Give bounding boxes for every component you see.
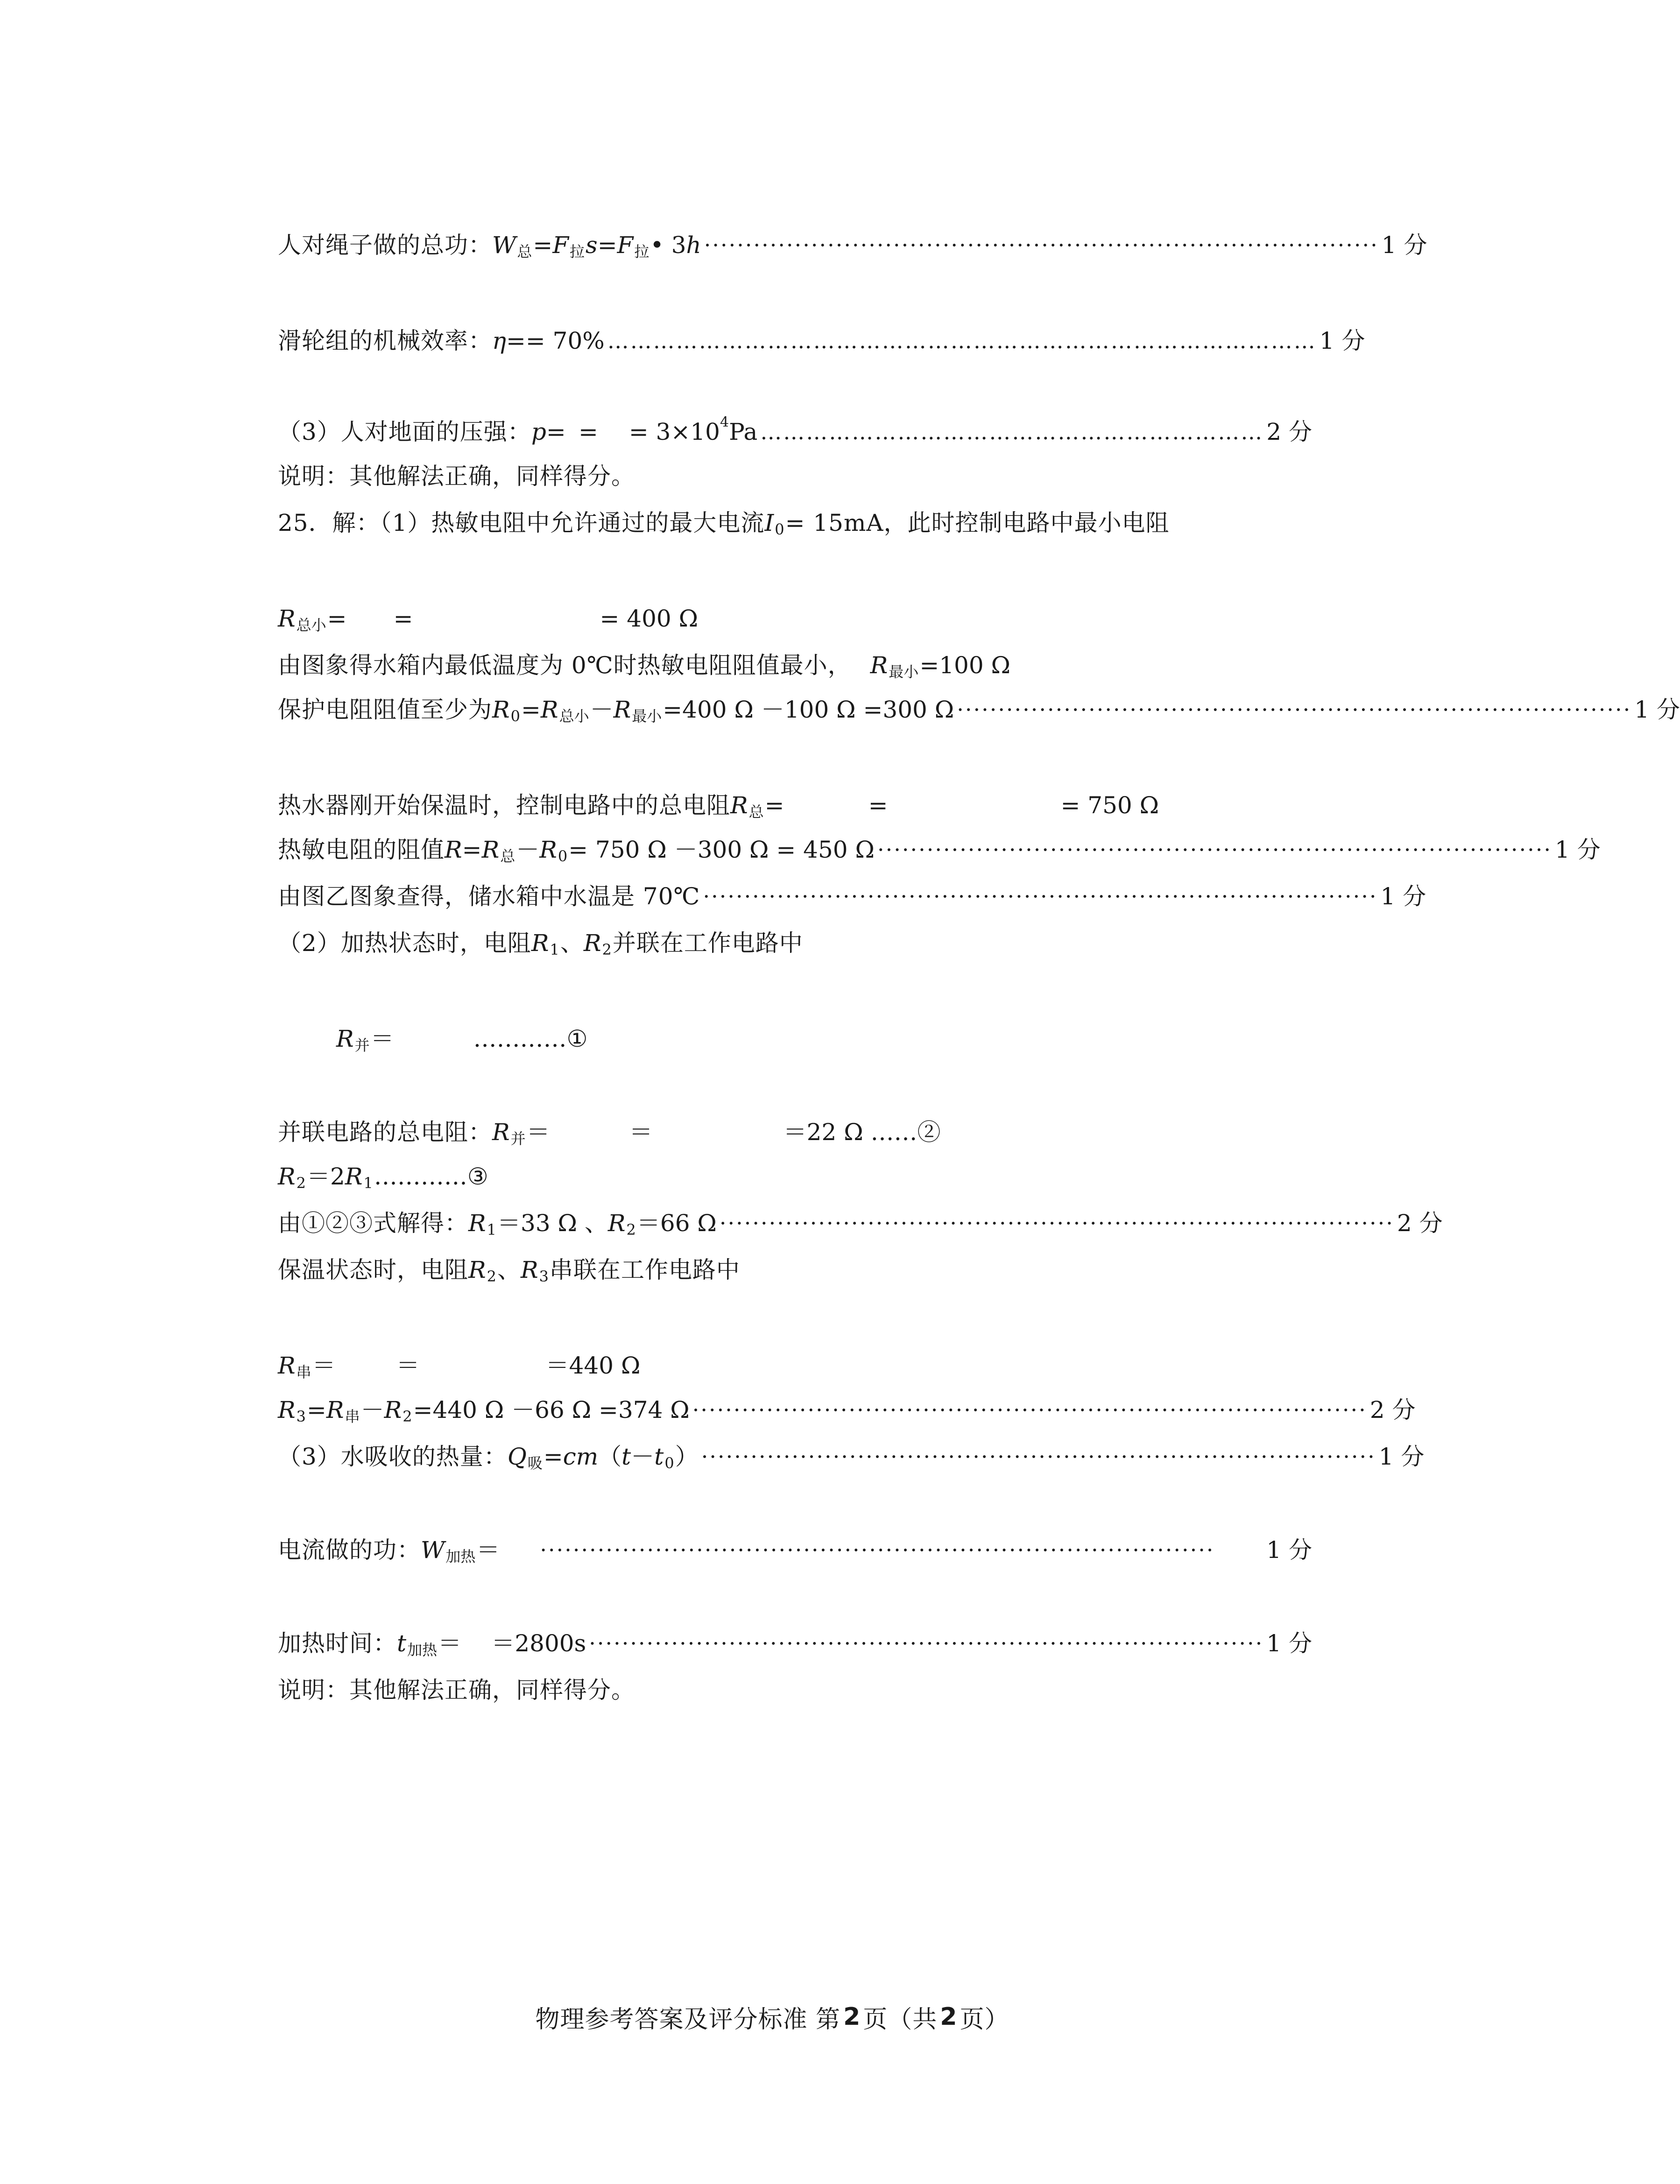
- sub: 并: [354, 1036, 370, 1054]
- line-r-min-total: [278, 595, 1312, 642]
- sub: 拉: [570, 243, 585, 261]
- result: =100 Ω: [919, 652, 1010, 679]
- sub: 3: [296, 1408, 306, 1425]
- var-r: R: [278, 1396, 296, 1423]
- text: 由图乙图象查得，储水箱中水温是 70℃: [278, 883, 700, 910]
- sub: 串: [296, 1363, 311, 1381]
- line-parallel-total: [278, 1109, 1312, 1155]
- var-r: R: [870, 652, 888, 679]
- text: 并联电路的总电阻：: [278, 1119, 492, 1146]
- sub: 总: [517, 243, 532, 261]
- eq: =: [546, 418, 566, 445]
- score: 1 分: [1266, 1536, 1312, 1564]
- sub: 2: [602, 941, 612, 958]
- text: 滑轮组的机械效率：: [278, 327, 492, 354]
- paren: ）: [675, 1443, 699, 1470]
- result: ＝22 Ω ……②: [783, 1119, 941, 1146]
- sub: 2: [402, 1408, 412, 1425]
- footer-prefix: 物理参考答案及评分标准 第: [535, 2005, 841, 2034]
- sub: 1: [550, 941, 559, 958]
- text: 说明：其他解法正确，同样得分。: [278, 1677, 635, 1704]
- var-r: R: [539, 836, 557, 863]
- var-r: R: [492, 696, 510, 723]
- line-note: [278, 453, 1312, 500]
- sub: 加热: [445, 1548, 476, 1565]
- var-r: R: [607, 1210, 626, 1237]
- result: = 70%: [525, 327, 605, 354]
- line-temperature: [278, 873, 1426, 920]
- var-t: t: [621, 1443, 631, 1470]
- leader-dots: ··················································································: [701, 1444, 1376, 1469]
- line-heating-parallel: [278, 920, 1312, 966]
- sub: 加热: [407, 1641, 438, 1659]
- sub: 0: [558, 847, 568, 865]
- eq-marker: …………③: [374, 1163, 488, 1190]
- eq: =: [327, 605, 347, 632]
- text: 热敏电阻的阻值: [278, 836, 445, 863]
- var-r: R: [468, 1256, 486, 1283]
- var-r: R: [531, 930, 549, 957]
- var-cm: cm: [563, 1443, 599, 1470]
- eq: =: [868, 792, 888, 819]
- eq: ＝2: [307, 1163, 345, 1190]
- footer-mid: 页（共: [863, 2005, 938, 2034]
- result: =400 Ω －100 Ω =300 Ω: [663, 696, 954, 723]
- sub: 并: [510, 1130, 526, 1148]
- sup: 4: [720, 414, 729, 430]
- var-r: R: [613, 696, 631, 723]
- score: 1 分: [1378, 1443, 1425, 1470]
- score: 1 分: [1380, 883, 1426, 910]
- eq: =: [543, 1443, 563, 1470]
- var-q: Q: [507, 1443, 527, 1470]
- eq: =: [393, 605, 413, 632]
- line-graph-min: [278, 642, 1312, 689]
- sep: 、: [560, 930, 584, 957]
- line-q25: [278, 500, 1312, 546]
- eq: ＝: [476, 1536, 500, 1564]
- page-footer: [0, 1994, 1545, 2040]
- var-f: F: [552, 232, 569, 259]
- page-total: 2: [940, 2003, 957, 2031]
- var-r: R: [445, 836, 462, 863]
- line-keep-warm-series: [278, 1247, 1312, 1293]
- eq: =: [506, 327, 526, 354]
- page-number: 2: [843, 2003, 861, 2031]
- sub: 总小: [559, 707, 589, 725]
- var-t: t: [397, 1630, 407, 1657]
- unit: Pa: [729, 418, 758, 445]
- minus: －: [631, 1443, 655, 1470]
- leader-dots: ··················································································: [704, 232, 1379, 258]
- var-r: R: [468, 1210, 486, 1237]
- text: = 15mA，此时控制电路中最小电阻: [785, 509, 1170, 536]
- sub: 拉: [634, 243, 649, 261]
- eq: =: [579, 418, 598, 445]
- eq: ＝: [526, 1119, 550, 1146]
- value: ＝33 Ω 、: [497, 1210, 608, 1237]
- leader-dots: ··················································································: [957, 697, 1632, 722]
- sub: 2: [487, 1268, 497, 1285]
- var-r: R: [540, 696, 558, 723]
- score: 1 分: [1319, 327, 1365, 354]
- sub: 0: [510, 707, 521, 725]
- text: （3）人对地面的压强：: [278, 418, 531, 445]
- leader-dots: ··················································································: [703, 884, 1378, 909]
- text: 串联在工作电路中: [550, 1256, 741, 1283]
- line-efficiency: [278, 317, 1365, 364]
- footer-suffix: 页）: [960, 2005, 1009, 2034]
- sub: 1: [487, 1221, 497, 1239]
- eq: =: [533, 232, 553, 259]
- result: = 400 Ω: [600, 605, 699, 632]
- eq-marker: …………①: [473, 1025, 588, 1052]
- var-i: I: [764, 509, 774, 536]
- sub: 最小: [889, 663, 919, 681]
- text: 并联在工作电路中: [612, 930, 803, 957]
- score: 2 分: [1397, 1210, 1443, 1237]
- text: 由图象得水箱内最低温度为 0℃时热敏电阻阻值最小，: [278, 652, 852, 679]
- var-r: R: [583, 930, 601, 957]
- line-r0: [278, 686, 1680, 733]
- bullet: • 3: [650, 232, 686, 259]
- var-r: R: [730, 792, 748, 819]
- eq: ＝: [438, 1630, 462, 1657]
- var-eta: η: [492, 327, 506, 354]
- line-parallel-formula: [336, 1015, 1370, 1062]
- var-r: R: [326, 1396, 344, 1423]
- sub: 总小: [296, 616, 326, 634]
- var-r: R: [481, 836, 500, 863]
- sep: 、: [497, 1256, 521, 1283]
- score: 1 分: [1266, 1630, 1312, 1657]
- leader-dots: ··················································································: [719, 1211, 1394, 1236]
- sub: 0: [664, 1454, 674, 1472]
- result: = 750 Ω: [1060, 792, 1159, 819]
- paren: （: [598, 1443, 622, 1470]
- score: 1 分: [1634, 696, 1680, 723]
- minus: －: [516, 836, 540, 863]
- value: ＝66 Ω: [636, 1210, 717, 1237]
- sub: 总: [748, 803, 764, 821]
- line-heating-time: [278, 1620, 1312, 1667]
- score: 1 分: [1381, 232, 1427, 259]
- result: = 750 Ω －300 Ω = 450 Ω: [568, 836, 875, 863]
- var-r: R: [278, 605, 296, 632]
- sub: 吸: [527, 1454, 543, 1472]
- line-heat-absorbed: [278, 1433, 1425, 1480]
- leader-dots: …………………………………………………………………………………: [607, 328, 1317, 353]
- var-r: R: [278, 1352, 296, 1379]
- var-r: R: [278, 1163, 296, 1190]
- leader-dots: ··················································································: [589, 1631, 1264, 1656]
- line-note-2: [278, 1667, 1312, 1713]
- eq: ＝: [312, 1352, 336, 1379]
- text: （3）水吸收的热量：: [278, 1443, 508, 1470]
- text: 电流做的功：: [278, 1536, 421, 1564]
- var-t: t: [654, 1443, 664, 1470]
- result: ＝2800s: [491, 1630, 586, 1657]
- var-f: F: [617, 232, 634, 259]
- var-r: R: [492, 1119, 510, 1146]
- score: 1 分: [1554, 836, 1601, 863]
- line-thermistor: [278, 826, 1601, 873]
- text: 热水器刚开始保温时，控制电路中的总电阻: [278, 792, 730, 819]
- minus: －: [590, 696, 614, 723]
- text: 人对绳子做的总功：: [278, 232, 492, 259]
- line-r2-relation: [278, 1153, 1312, 1200]
- sub: 2: [296, 1174, 306, 1192]
- sub: 总: [500, 847, 515, 865]
- leader-dots: ··················································································: [692, 1397, 1367, 1423]
- text: 由①②③式解得：: [278, 1210, 468, 1237]
- var-w: W: [492, 232, 516, 259]
- minus: －: [360, 1396, 384, 1423]
- eq: =: [462, 836, 482, 863]
- eq: ＝: [629, 1119, 653, 1146]
- line-total-work: [278, 222, 1427, 268]
- sub: 1: [363, 1174, 373, 1192]
- result: = 3×10: [628, 418, 720, 445]
- eq: ＝: [396, 1352, 420, 1379]
- eq: ＝: [370, 1025, 394, 1052]
- eq: =: [597, 232, 617, 259]
- text: 说明：其他解法正确，同样得分。: [278, 463, 635, 490]
- var-h: h: [686, 232, 701, 259]
- leader-dots: ··················································································: [877, 837, 1552, 862]
- result: =440 Ω －66 Ω =374 Ω: [413, 1396, 690, 1423]
- score: 2 分: [1266, 418, 1312, 445]
- var-r: R: [336, 1025, 354, 1052]
- result: ＝440 Ω: [545, 1352, 641, 1379]
- var-p: p: [531, 418, 546, 445]
- line-solve: [278, 1200, 1443, 1247]
- line-r3: [278, 1387, 1416, 1433]
- eq: =: [307, 1396, 326, 1423]
- var-r: R: [345, 1163, 363, 1190]
- text: 保温状态时，电阻: [278, 1256, 468, 1283]
- sub: 3: [539, 1268, 549, 1285]
- line-series-total: [278, 1342, 1312, 1389]
- sub: 串: [345, 1408, 360, 1425]
- eq: =: [521, 696, 541, 723]
- eq: =: [764, 792, 784, 819]
- sub: 2: [626, 1221, 636, 1239]
- var-r: R: [521, 1256, 538, 1283]
- sub: 0: [775, 521, 784, 538]
- var-s: s: [586, 232, 598, 259]
- text: （2）加热状态时，电阻: [278, 930, 531, 957]
- line-current-work: [278, 1527, 1312, 1573]
- line-keep-warm-total: [278, 782, 1312, 829]
- text: 25．解：（1）热敏电阻中允许通过的最大电流: [278, 509, 765, 536]
- var-w: W: [421, 1536, 445, 1564]
- text: 保护电阻阻值至少为: [278, 696, 492, 723]
- sub: 最小: [632, 707, 662, 725]
- text: 加热时间：: [278, 1630, 397, 1657]
- score: 2 分: [1369, 1396, 1416, 1423]
- var-r: R: [384, 1396, 402, 1423]
- leader-dots: ··················································································: [540, 1537, 1215, 1563]
- line-pressure: [278, 409, 1312, 455]
- leader-dots: …………………………………………………………: [760, 419, 1264, 444]
